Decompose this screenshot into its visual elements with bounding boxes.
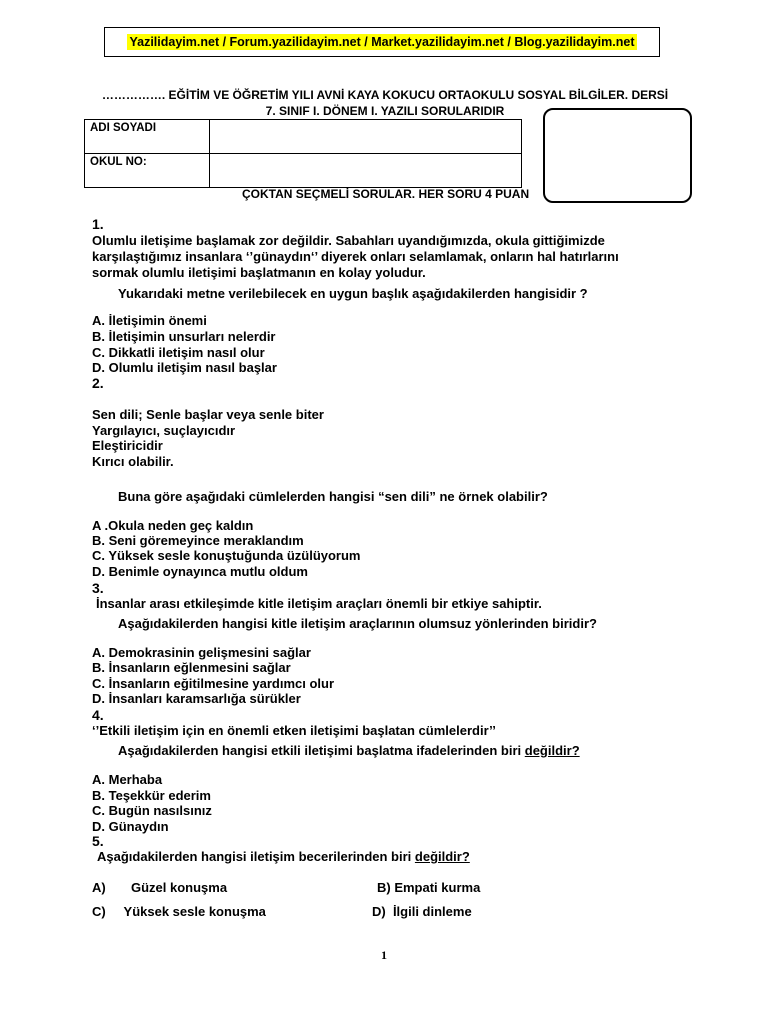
- name-label: ADI SOYADI: [85, 120, 210, 154]
- question-2-option-c[interactable]: C. Yüksek sesle konuştuğunda üzülüyorum: [92, 548, 361, 563]
- question-1-option-c[interactable]: C. Dikkatli iletişim nasıl olur: [92, 345, 265, 360]
- question-4-option-c[interactable]: C. Bugün nasılsınız: [92, 803, 212, 818]
- question-5-option-d[interactable]: D) İlgili dinleme: [372, 904, 472, 919]
- school-no-label: OKUL NO:: [85, 154, 210, 188]
- section-title: ÇOKTAN SEÇMELİ SORULAR. HER SORU 4 PUAN: [242, 187, 530, 201]
- question-5-option-b[interactable]: B) Empati kurma: [377, 880, 481, 895]
- question-1-option-d[interactable]: D. Olumlu iletişim nasıl başlar: [92, 360, 277, 375]
- question-5-prompt-wrap: [97, 849, 470, 864]
- question-4-prompt: Aşağıdakilerden hangisi etkili iletişimi başlatma ifadelerinden biri: [118, 743, 522, 758]
- question-1-option-b[interactable]: B. İletişimin unsurları nelerdir: [92, 329, 276, 344]
- question-2-number: 2.: [92, 375, 104, 391]
- website-banner: [104, 27, 660, 57]
- exam-header-line1: ……………. EĞİTİM VE ÖĞRETİM YILI AVNİ KAYA KOKUCU ORTAOKULU SOSYAL BİLGİLER. DERSİ: [101, 88, 669, 102]
- question-1-text-line: karşılaştığımız insanlara ‘’günaydın‘’ diyerek onları selamlamak, onların hal hatırlarını: [92, 249, 619, 264]
- question-3-text-line: İnsanlar arası etkileşimde kitle iletişim araçları önemli bir etkiye sahiptir.: [96, 596, 542, 611]
- question-1-prompt: Yukarıdaki metne verilebilecek en uygun başlık aşağıdakilerden hangisidir ?: [118, 286, 588, 301]
- question-1-text-line: Olumlu iletişime başlamak zor değildir. Sabahları uyandığımızda, okula gittiğimizde: [92, 233, 605, 248]
- question-2-option-a[interactable]: A .Okula neden geç kaldın: [92, 518, 254, 533]
- question-4-emphasis: değildir?: [524, 743, 580, 758]
- question-1-number: 1.: [92, 216, 104, 232]
- question-4-number: 4.: [92, 707, 104, 723]
- question-2-prompt: Buna göre aşağıdaki cümlelerden hangisi “sen dili” ne örnek olabilir?: [118, 489, 548, 504]
- question-4-text-line: ‘’Etkili iletişim için en önemli etken iletişimi başlatan cümlelerdir’’: [92, 723, 496, 738]
- question-5-option-a[interactable]: A) Güzel konuşma: [92, 880, 228, 895]
- question-2-text-line: Yargılayıcı, suçlayıcıdır: [92, 423, 236, 438]
- question-2-option-b[interactable]: B. Seni göremeyince meraklandım: [92, 533, 304, 548]
- question-3-option-c[interactable]: C. İnsanların eğitilmesine yardımcı olur: [92, 676, 335, 691]
- question-3-number: 3.: [92, 580, 104, 596]
- question-1-text-line: sormak olumlu iletişimi başlatmanın en kolay yoludur.: [92, 265, 426, 280]
- question-4-option-a[interactable]: A. Merhaba: [92, 772, 163, 787]
- exam-header-line2: 7. SINIF I. DÖNEM I. YAZILI SORULARIDIR: [265, 104, 505, 118]
- question-5-prompt: Aşağıdakilerden hangisi iletişim becerilerinden biri: [97, 849, 412, 864]
- question-1-option-a[interactable]: A. İletişimin önemi: [92, 313, 207, 328]
- question-5-number: 5.: [92, 833, 104, 849]
- question-4-prompt-wrap: [118, 743, 580, 758]
- school-no-field[interactable]: [210, 154, 522, 188]
- question-4-option-b[interactable]: B. Teşekkür ederim: [92, 788, 211, 803]
- question-2-option-d[interactable]: D. Benimle oynayınca mutlu oldum: [92, 564, 308, 579]
- student-info-table: [84, 119, 522, 188]
- question-2-text-line: Eleştiricidir: [92, 438, 163, 453]
- question-4-option-d[interactable]: D. Günaydın: [92, 819, 169, 834]
- question-3-prompt: Aşağıdakilerden hangisi kitle iletişim araçlarının olumsuz yönlerinden biridir?: [118, 616, 597, 631]
- question-3-option-b[interactable]: B. İnsanların eğlenmesini sağlar: [92, 660, 291, 675]
- banner-text: Yazilidayim.net / Forum.yazilidayim.net / Market.yazilidayim.net / Blog.yazilidayim.net: [129, 35, 635, 49]
- name-field[interactable]: [210, 120, 522, 154]
- question-3-option-d[interactable]: D. İnsanları karamsarlığa sürükler: [92, 691, 301, 706]
- photo-box: [543, 108, 692, 203]
- question-2-text-line: Sen dili; Senle başlar veya senle biter: [92, 407, 324, 422]
- question-3-option-a[interactable]: A. Demokrasinin gelişmesini sağlar: [92, 645, 311, 660]
- question-5-option-c[interactable]: C) Yüksek sesle konuşma: [92, 904, 266, 919]
- question-2-text-line: Kırıcı olabilir.: [92, 454, 174, 469]
- page-number: 1: [381, 948, 387, 962]
- question-5-emphasis: değildir?: [414, 849, 470, 864]
